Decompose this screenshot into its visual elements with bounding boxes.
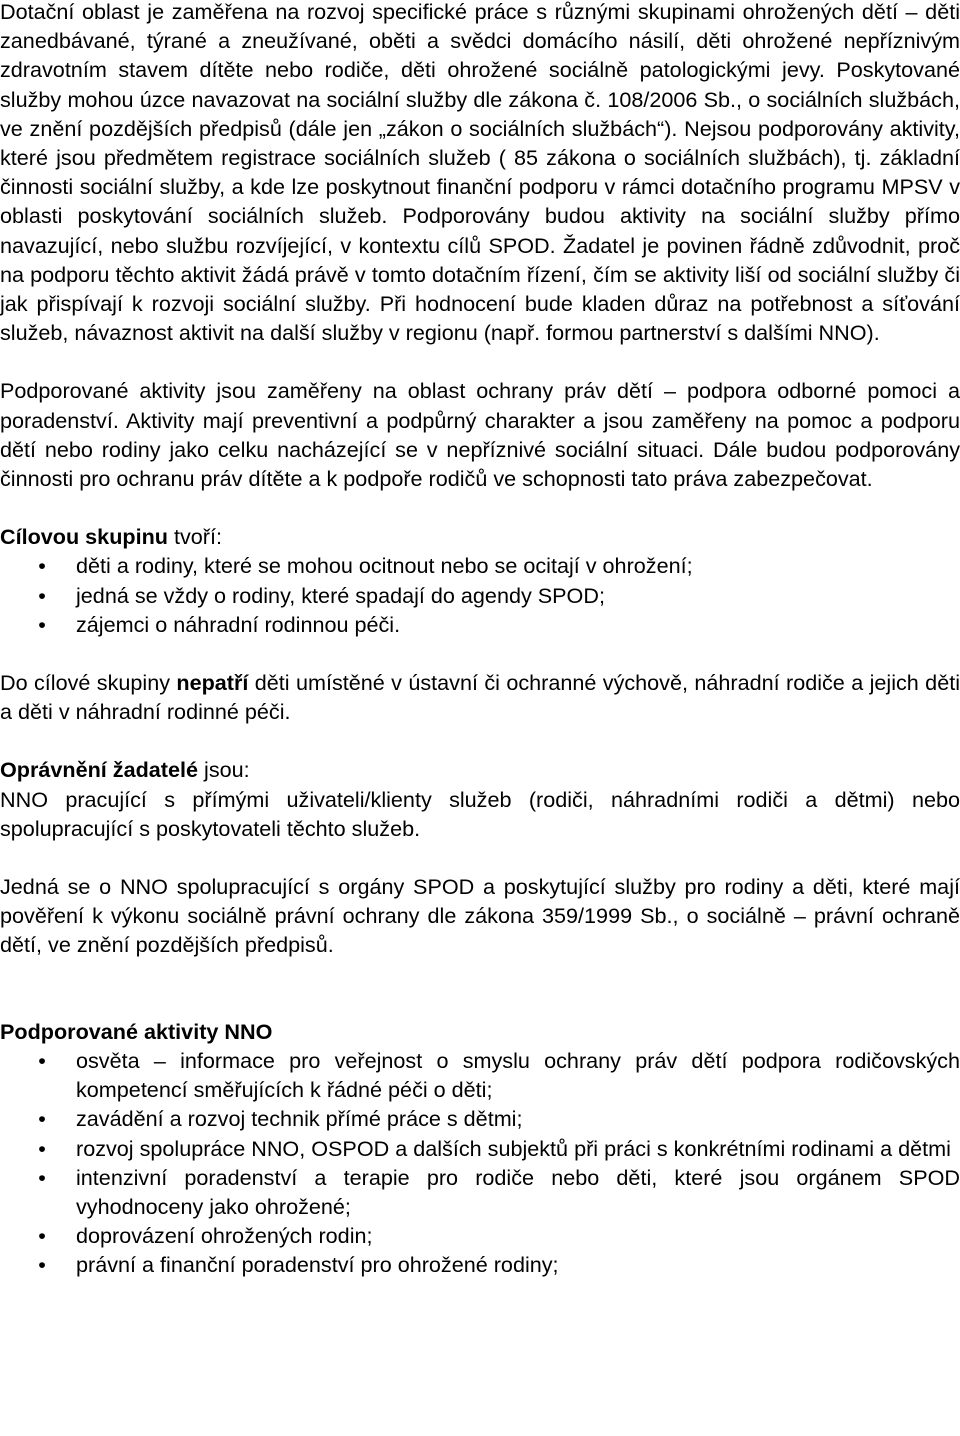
activities-list <box>0 1046 960 1280</box>
list-item <box>0 551 960 580</box>
paragraph-spacer <box>0 843 960 872</box>
activities-heading: Podporované aktivity NNO <box>0 1018 273 1044</box>
paragraph-spacer <box>0 347 960 376</box>
excluded-paragraph <box>0 668 960 726</box>
list-item-text: právní a finanční poradenství pro ohrožené rodiny; <box>76 1252 559 1278</box>
excluded-text-bold: nepatří <box>176 670 249 696</box>
list-item-text: rozvoj spolupráce NNO, OSPOD a dalších subjektů při práci s konkrétními rodinami a dětmi <box>76 1135 951 1161</box>
list-item <box>0 1221 960 1250</box>
list-item <box>0 1046 960 1104</box>
bullet-icon: • <box>38 553 46 579</box>
bullet-icon: • <box>38 1164 46 1190</box>
list-item <box>0 1104 960 1133</box>
excluded-text-before: Do cílové skupiny <box>0 670 177 696</box>
list-item-text: jedná se vždy o rodiny, které spadají do agendy SPOD; <box>76 582 605 608</box>
paragraph-spacer <box>0 726 960 755</box>
eligible-applicants-heading <box>0 755 960 784</box>
target-group-heading-bold: Cílovou skupinu <box>0 524 168 550</box>
bullet-icon: • <box>38 1135 46 1161</box>
bullet-icon: • <box>38 1106 46 1132</box>
list-item-text: zájemci o náhradní rodinnou péči. <box>76 611 401 637</box>
target-group-list <box>0 551 960 639</box>
section-spacer <box>0 960 960 1017</box>
bullet-icon: • <box>38 611 46 637</box>
intro-paragraph: Dotační oblast je zaměřena na rozvoj specifické práce s různými skupinami ohrožených dětí – děti zanedbávané, týrané a zneužívané, oběti a svědci domácího násilí, děti ohrožené nepříznivým zdravotním stavem dítěte nebo rodiče, děti ohrožené sociálně patologickými jevy. Poskytované služby mohou úzce navazovat na sociální služby dle zákona č. 108/2006 Sb., o sociálních službách, ve znění pozdějších předpisů (dále jen „zákon o sociálních službách“). Nejsou podporovány aktivity, které jsou předmětem registrace sociálních služeb ( 85 zákona o sociálních službách), tj. základní činnosti sociální služby, a kde lze poskytnout finanční podporu v rámci dotačního programu MPSV v oblasti poskytování sociálních služeb. Podporovány budou aktivity na sociální služby přímo navazující, nebo službu rozvíjející, v kontextu cílů SPOD. Žadatel je povinen řádně zdůvodnit, proč na podporu těchto aktivit žádá právě v tomto dotačním řízení, čím se aktivity liší od sociální služby či jak přispívají k rozvoji sociální služby. Při hodnocení bude kladen důraz na potřebnost a síťování služeb, návaznost aktivit na další služby v regionu (např. formou partnerství s dalšími NNO). <box>0 0 960 346</box>
list-item-text: děti a rodiny, které se mohou ocitnout nebo se ocitají v ohrožení; <box>76 553 693 579</box>
supported-activities-paragraph: Podporované aktivity jsou zaměřeny na oblast ochrany práv dětí – podpora odborné pomoci a poradenství. Aktivity mají preventivní a podpůrný charakter a jsou zaměřeny na pomoc a podporu dětí nebo rodiny jako celku nacházející se v nepříznivé sociální situaci. Dále budou podporovány činnosti pro ochranu práv dítěte a k podpoře rodičů ve schopnosti tato práva zabezpečovat. <box>0 378 960 492</box>
eligible-heading-rest: jsou: <box>198 757 250 783</box>
eligible-heading-bold: Oprávnění žadatelé <box>0 757 199 783</box>
bullet-icon: • <box>38 1047 46 1073</box>
paragraph-spacer <box>0 493 960 522</box>
target-group-heading-rest: tvoří: <box>167 524 222 550</box>
bullet-icon: • <box>38 1223 46 1249</box>
bullet-icon: • <box>38 582 46 608</box>
list-item-text: intenzivní poradenství a terapie pro rodiče nebo děti, které jsou orgánem SPOD vyhodnoceny jako ohrožené; <box>76 1164 960 1219</box>
bullet-icon: • <box>38 1252 46 1278</box>
list-item-text: zavádění a rozvoj technik přímé práce s dětmi; <box>76 1106 523 1132</box>
list-item <box>0 1134 960 1163</box>
excluded-text-after: děti umístěné v ústavní či ochranné výchově, náhradní rodiče a jejich děti a děti v náhradní rodinné péči. <box>0 670 960 725</box>
list-item-text: doprovázení ohrožených rodin; <box>76 1223 373 1249</box>
list-item <box>0 610 960 639</box>
eligible-applicants-text: NNO pracující s přímými uživateli/klienty služeb (rodiči, náhradními rodiči a dětmi) nebo spolupracující s poskytovateli těchto služeb. <box>0 786 960 841</box>
list-item <box>0 1163 960 1221</box>
paragraph-spacer <box>0 639 960 668</box>
list-item <box>0 1250 960 1279</box>
target-group-heading <box>0 522 960 551</box>
nno-note-paragraph: Jedná se o NNO spolupracující s orgány SPOD a poskytující služby pro rodiny a děti, které mají pověření k výkonu sociálně právní ochrany dle zákona 359/1999 Sb., o sociálně – právní ochraně dětí, ve znění pozdějších předpisů. <box>0 874 960 958</box>
list-item-text: osvěta – informace pro veřejnost o smyslu ochrany práv dětí podpora rodičovských kompetencí směřujících k řádné péči o děti; <box>76 1047 960 1103</box>
list-item <box>0 581 960 610</box>
